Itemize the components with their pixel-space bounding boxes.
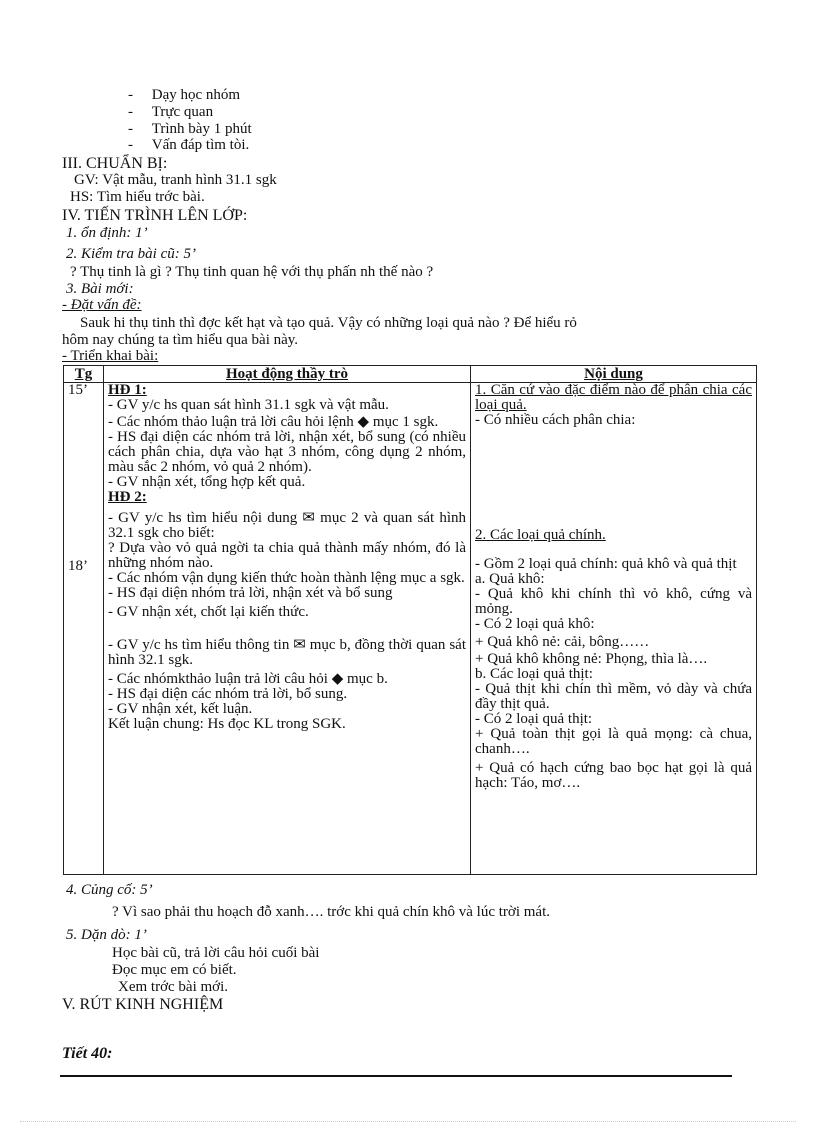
activity-line: - GV y/c hs tìm hiểu nội dung ✉ mục 2 và quan sát hình 32.1 sgk cho biết:	[108, 510, 466, 541]
header-content: Nội dung	[471, 366, 757, 383]
review-question: ? Thụ tinh là gì ? Thụ tinh quan hệ với thụ phấn nh thế nào ?	[70, 264, 434, 280]
experience-heading: V. RÚT KINH NGHIỆM	[62, 996, 224, 1013]
prep-heading: III. CHUẨN BỊ:	[62, 155, 168, 172]
homework-item: Học bài cũ, trả lời câu hỏi cuối bài	[112, 945, 320, 961]
content-title: 2. Các loại quả chính.	[475, 527, 606, 543]
content-line: - Quả khô khi chính thì vỏ khô, cứng và mỏng.	[475, 586, 752, 617]
activity-line: ? Dựa vào vỏ quả ngời ta chia quả thành mấy nhóm, đó là những nhóm nào.	[108, 540, 466, 571]
method-item: - Trình bày 1 phút	[128, 121, 252, 137]
intro-line: Sauk hi thụ tinh thì đợc kết hạt và tạo quả. Vậy có những loại quả nào ? Để hiểu rỏ	[80, 315, 577, 331]
content-line: + Quả khô không nẻ: Phọng, thìa là….	[475, 651, 708, 667]
divider-line	[60, 1075, 732, 1077]
activity-line: - HS đại diện các nhóm trả lời, bổ sung.	[108, 686, 348, 702]
next-lesson-title: Tiết 40:	[62, 1045, 113, 1062]
prep-hs: HS: Tìm hiểu trớc bài.	[70, 189, 205, 205]
homework-item: Xem trớc bài mới.	[118, 979, 229, 995]
table-header-row	[64, 366, 757, 383]
content-cell	[471, 383, 757, 875]
activity-line: - Các nhómkthảo luận trả lời câu hỏi ◆ mục b.	[108, 671, 388, 687]
activity-line: - Các nhóm thảo luận trả lời câu hỏi lệnh ◆ mục 1 sgk.	[108, 414, 439, 430]
activity-line: - HS đại diện các nhóm trả lời, nhận xét, bổ sung (có nhiều cách phân chia, dựa vào hạt 3 nhóm, công dụng 2 nhóm, màu sắc 2 nhóm, vỏ quả 2 nhóm).	[108, 429, 466, 475]
content-line: + Quả toàn thịt gọi là quả mọng: cà chua, chanh….	[475, 726, 752, 757]
lesson-table	[63, 365, 757, 875]
content-line: - Quả thịt khi chín thì mềm, vỏ dày và chứa đầy thịt quả.	[475, 681, 752, 712]
content-line: - Gồm 2 loại quả chính: quả khô và quả thịt	[475, 556, 737, 572]
table-row	[64, 383, 757, 875]
activity-line: - HS đại diện nhóm trả lời, nhận xét và bổ sung	[108, 585, 393, 601]
process-heading: IV. TIẾN TRÌNH LÊN LỚP:	[62, 207, 248, 224]
deploy-heading: - Triển khai bài:	[62, 348, 159, 364]
content-title: 1. Căn cứ vào đặc điểm nào để phân chia các loại quả.	[475, 382, 752, 413]
activity-cell	[104, 383, 471, 875]
content-line: - Có 2 loại quả khô:	[475, 616, 595, 632]
activity-line: - GV nhận xét, chốt lại kiến thức.	[108, 604, 309, 620]
activity-line: - GV y/c hs quan sát hình 31.1 sgk và vật mẫu.	[108, 397, 389, 413]
method-item: - Dạy học nhóm	[128, 87, 241, 103]
homework-item: Đọc mục em có biết.	[112, 962, 237, 978]
header-time: Tg	[64, 366, 104, 383]
content-line: - Có nhiều cách phân chia:	[475, 412, 636, 428]
homework-label: 5. Dặn dò: 1’	[66, 927, 147, 943]
header-activity: Hoạt động thầy trò	[104, 366, 471, 383]
intro-line: hôm nay chúng ta tìm hiểu qua bài này.	[62, 332, 299, 348]
activity-line: - Các nhóm vận dụng kiến thức hoàn thành lệng mục a sgk.	[108, 570, 465, 586]
time-15: 15’	[68, 382, 88, 398]
content-line: - Có 2 loại quả thịt:	[475, 711, 593, 727]
time-cell	[64, 383, 104, 875]
step-new-lesson: 3. Bài mới:	[66, 281, 134, 297]
activity-line: Kết luận chung: Hs đọc KL trong SGK.	[108, 716, 346, 732]
content-line: a. Quả khô:	[475, 571, 545, 587]
content-line: + Quả có hạch cứng bao bọc hạt gọi là quả hạch: Táo, mơ….	[475, 760, 752, 791]
consolidate-label: 4. Củng cố: 5’	[66, 882, 153, 898]
activity-line: - GV nhận xét, tổng hợp kết quả.	[108, 474, 306, 490]
page-edge-dots	[20, 1121, 796, 1122]
step-stabilize: 1. ổn định: 1’	[66, 225, 148, 241]
activity-line: - GV y/c hs tìm hiểu thông tin ✉ mục b, đồng thời quan sát hình 32.1 sgk.	[108, 637, 466, 668]
consolidate-question: ? Vì sao phải thu hoạch đỗ xanh…. trớc khi quả chín khô và lúc trời mát.	[112, 904, 550, 920]
activity-line: - GV nhận xét, kết luận.	[108, 701, 253, 717]
hd1-label: HĐ 1:	[108, 382, 147, 398]
method-item: - Trực quan	[128, 104, 214, 120]
step-review: 2. Kiểm tra bài cũ: 5’	[66, 246, 196, 262]
method-item: - Vấn đáp tìm tòi.	[128, 137, 250, 153]
prep-gv: GV: Vật mẫu, tranh hình 31.1 sgk	[74, 172, 277, 188]
content-line: b. Các loại quả thịt:	[475, 666, 593, 682]
hd2-label: HĐ 2:	[108, 489, 147, 505]
intro-heading: - Đặt vấn đề:	[62, 297, 142, 313]
time-18: 18’	[68, 558, 88, 574]
content-line: + Quả khô nẻ: cải, bông……	[475, 634, 650, 650]
